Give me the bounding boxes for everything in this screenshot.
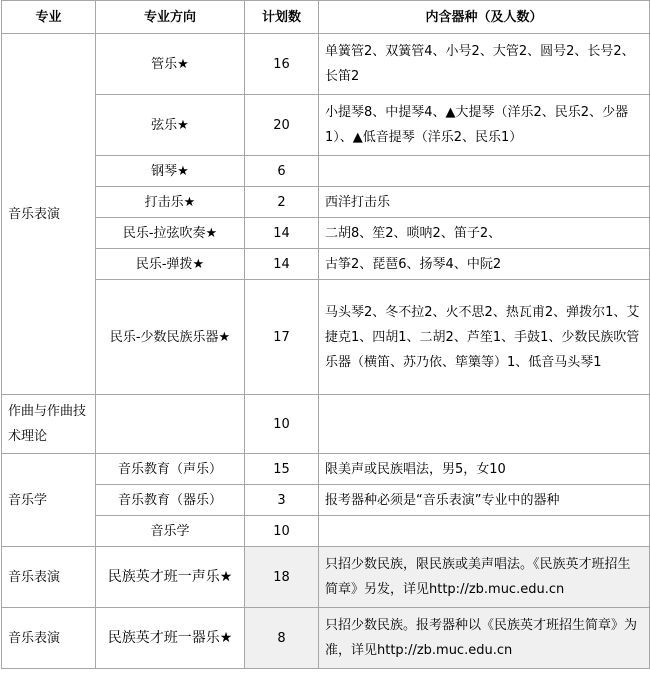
count-cell: 6 <box>245 156 319 187</box>
instruments-cell: 西洋打击乐 <box>319 187 650 218</box>
direction-cell: 民乐-拉弦吹奏★ <box>96 218 245 249</box>
direction-cell: 音乐学 <box>96 516 245 547</box>
header-major: 专业 <box>2 1 96 34</box>
table-row <box>2 454 650 485</box>
table-row <box>2 218 650 249</box>
direction-cell: 民乐-少数民族乐器★ <box>96 280 245 395</box>
major-cell: 音乐学 <box>2 454 96 547</box>
enrollment-plan-table <box>1 0 650 669</box>
count-cell: 3 <box>245 485 319 516</box>
direction-cell: 弦乐★ <box>96 95 245 156</box>
major-cell: 音乐表演 <box>2 608 96 669</box>
count-cell: 14 <box>245 218 319 249</box>
table-row <box>2 280 650 395</box>
table-row <box>2 547 650 608</box>
table-row <box>2 156 650 187</box>
major-cell: 音乐表演 <box>2 34 96 395</box>
instruments-cell <box>319 516 650 547</box>
count-cell: 17 <box>245 280 319 395</box>
count-cell: 15 <box>245 454 319 485</box>
direction-cell: 打击乐★ <box>96 187 245 218</box>
header-instruments: 内含器种（及人数） <box>319 1 650 34</box>
direction-cell: 民族英才班一声乐★ <box>96 547 245 608</box>
direction-cell <box>96 395 245 454</box>
header-direction: 专业方向 <box>96 1 245 34</box>
direction-cell: 音乐教育（器乐） <box>96 485 245 516</box>
instruments-cell: 单簧管2、双簧管4、小号2、大管2、圆号2、长号2、长笛2 <box>319 34 650 95</box>
table-row <box>2 395 650 454</box>
direction-cell: 音乐教育（声乐） <box>96 454 245 485</box>
count-cell: 14 <box>245 249 319 280</box>
count-cell: 8 <box>245 608 319 669</box>
count-cell: 20 <box>245 95 319 156</box>
major-cell: 作曲与作曲技术理论 <box>2 395 96 454</box>
instruments-cell: 古筝2、琵琶6、扬琴4、中阮2 <box>319 249 650 280</box>
direction-cell: 民族英才班一器乐★ <box>96 608 245 669</box>
table-row <box>2 608 650 669</box>
instruments-cell: 限美声或民族唱法，男5，女10 <box>319 454 650 485</box>
count-cell: 18 <box>245 547 319 608</box>
table-row <box>2 34 650 95</box>
count-cell: 16 <box>245 34 319 95</box>
instruments-cell <box>319 395 650 454</box>
instruments-cell: 报考器种必须是“音乐表演”专业中的器种 <box>319 485 650 516</box>
direction-cell: 管乐★ <box>96 34 245 95</box>
direction-cell: 钢琴★ <box>96 156 245 187</box>
instruments-cell: 二胡8、笙2、唢呐2、笛子2、 <box>319 218 650 249</box>
instruments-cell: 只招少数民族。报考器种以《民族英才班招生简章》为准，详见http://zb.muc.edu.cn <box>319 608 650 669</box>
table-row <box>2 485 650 516</box>
header-count: 计划数 <box>245 1 319 34</box>
direction-cell: 民乐-弹拨★ <box>96 249 245 280</box>
table-row <box>2 187 650 218</box>
major-cell: 音乐表演 <box>2 547 96 608</box>
instruments-cell: 只招少数民族，限民族或美声唱法。《民族英才班招生简章》另发，详见http://zb.muc.edu.cn <box>319 547 650 608</box>
instruments-cell: 马头琴2、冬不拉2、火不思2、热瓦甫2、弹拨尔1、艾捷克1、四胡1、二胡2、芦笙1、手鼓1、少数民族吹管乐器（横笛、苏乃依、筚篥等）1、低音马头琴1 <box>319 280 650 395</box>
count-cell: 10 <box>245 395 319 454</box>
count-cell: 2 <box>245 187 319 218</box>
table-row <box>2 95 650 156</box>
header-row <box>2 1 650 34</box>
table-row <box>2 249 650 280</box>
table-row <box>2 516 650 547</box>
count-cell: 10 <box>245 516 319 547</box>
instruments-cell <box>319 156 650 187</box>
instruments-cell: 小提琴8、中提琴4、▲大提琴（洋乐2、民乐2、少器1）、▲低音提琴（洋乐2、民乐1） <box>319 95 650 156</box>
